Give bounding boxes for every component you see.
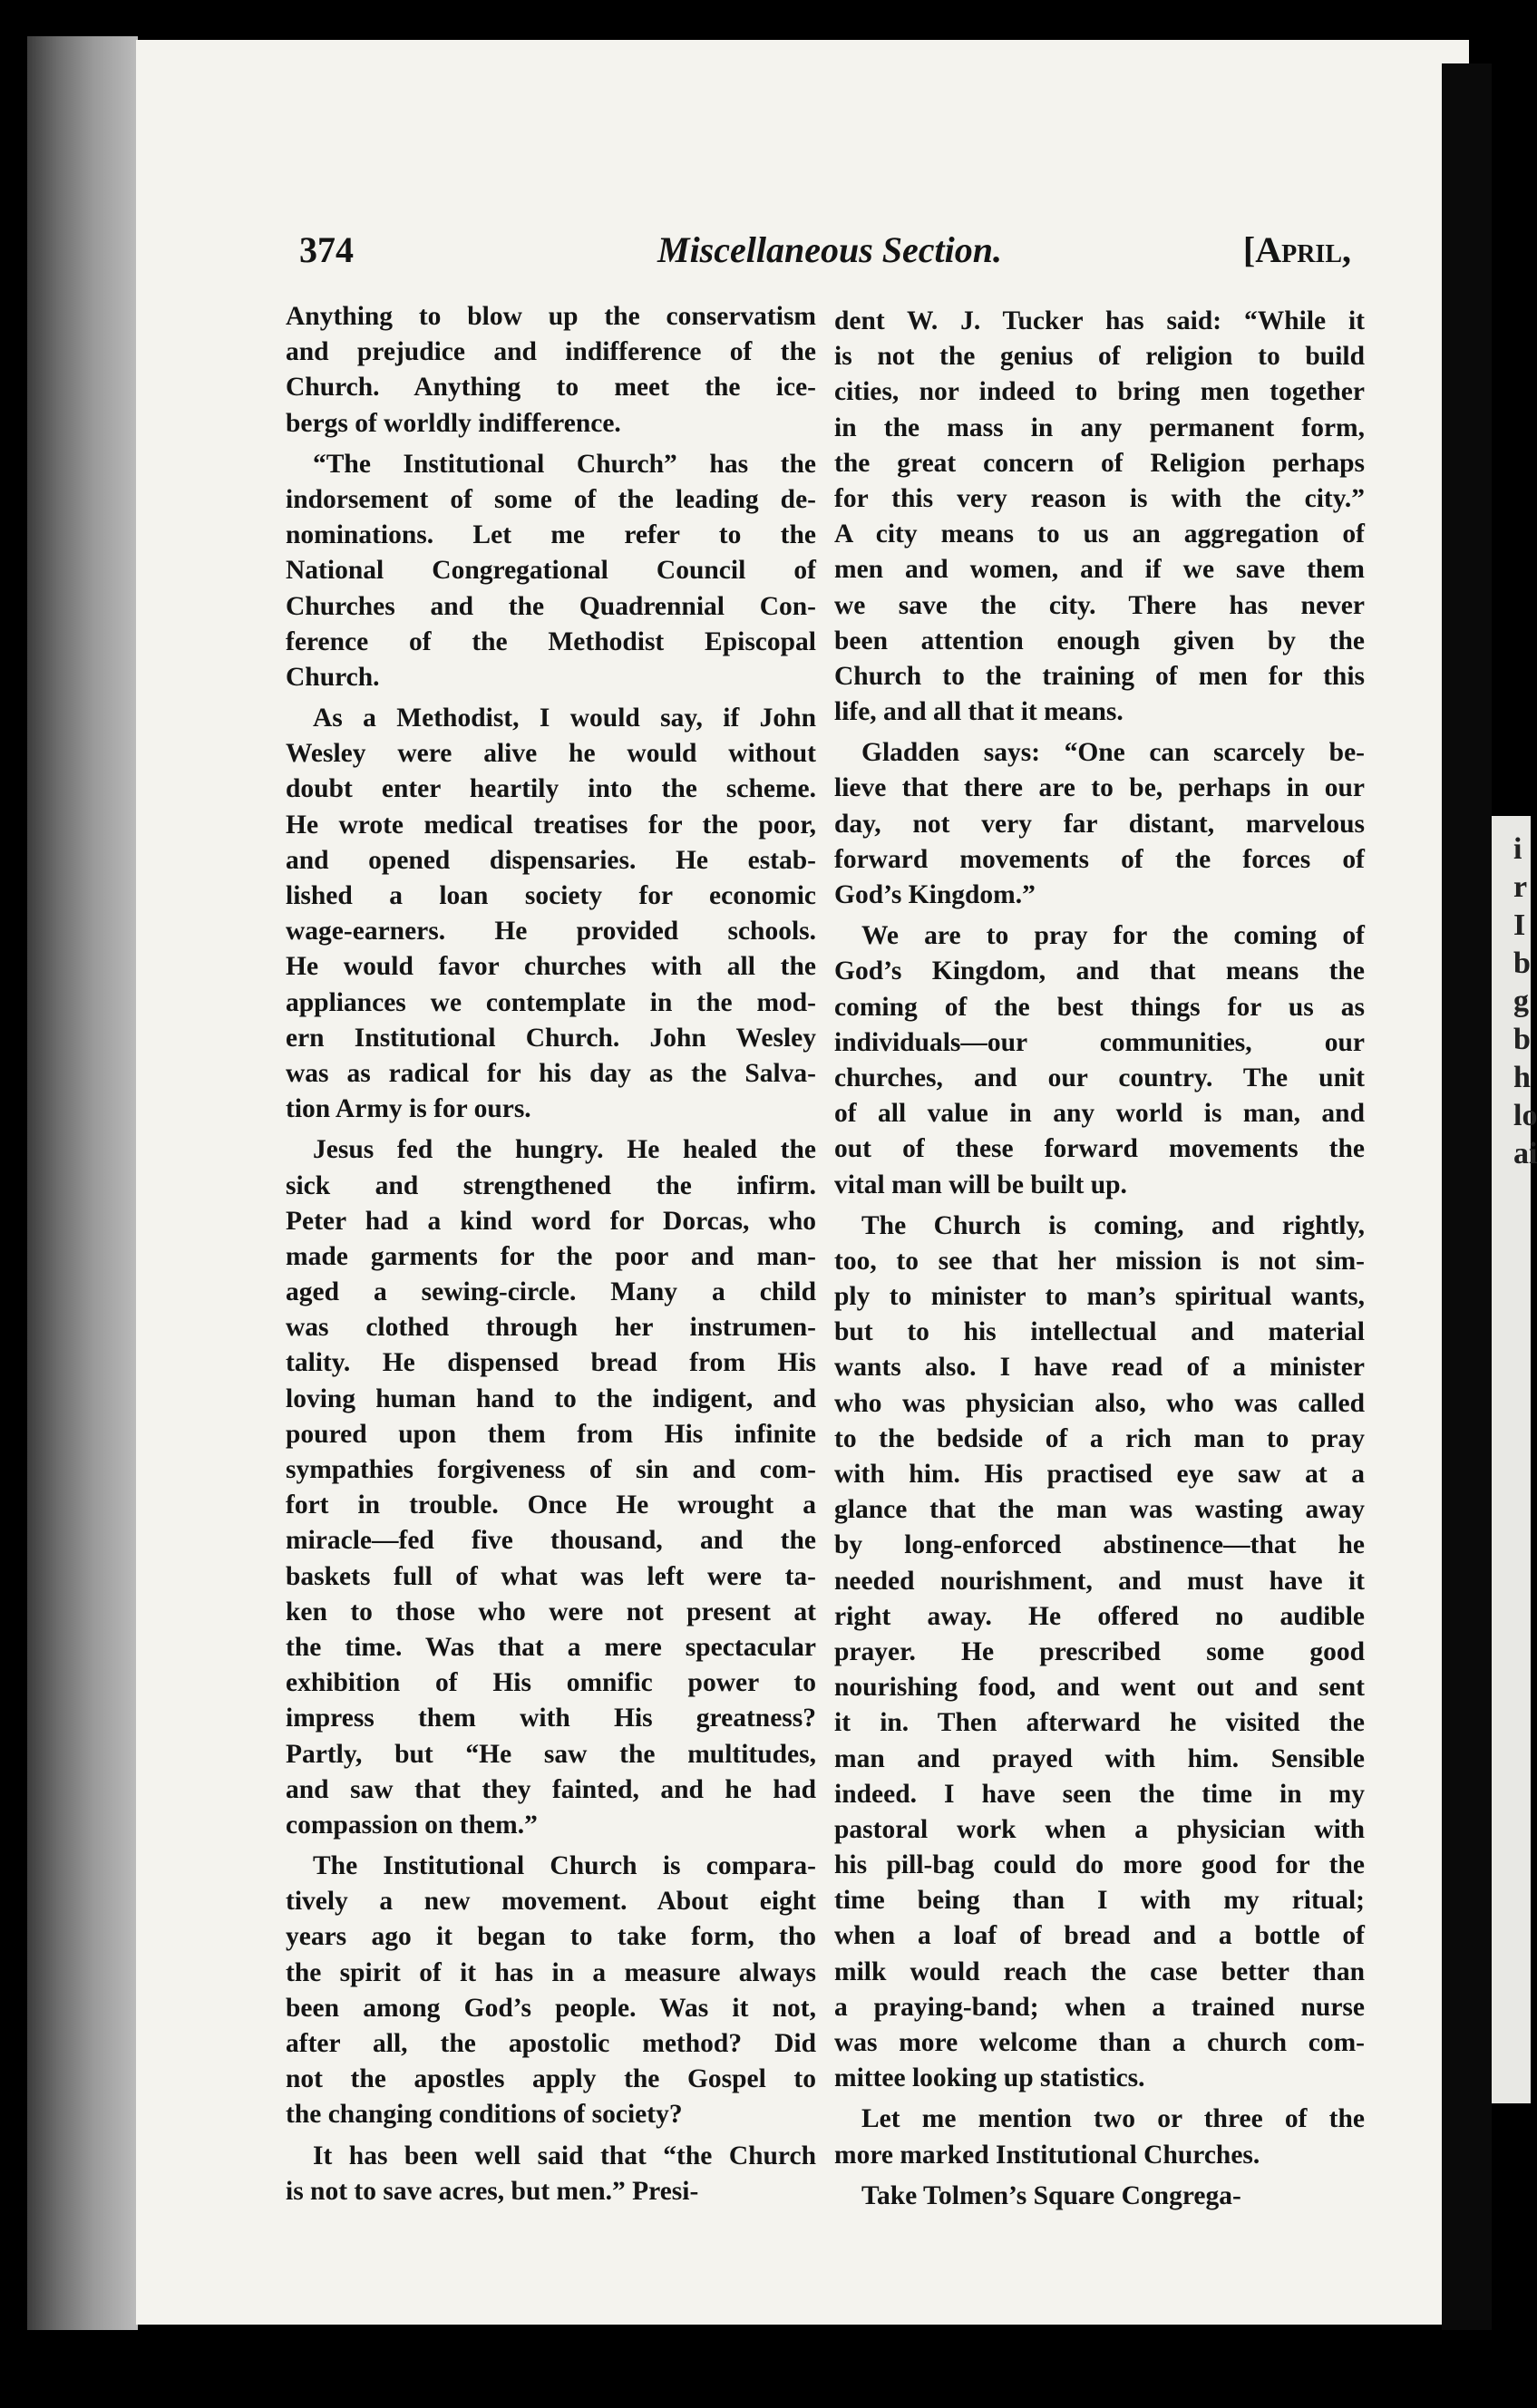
text-line: and prejudice and indifference of the — [286, 337, 816, 367]
text-line: Church to the training of men for this — [834, 661, 1365, 691]
text-line: is not the genius of religion to build — [834, 342, 1365, 372]
text-line: was clothed through her instrumen- — [286, 1313, 816, 1343]
text-line: for this very reason is with the city.” — [834, 483, 1365, 513]
edge-text-fragment: i — [1513, 832, 1522, 866]
text-line: sick and strengthened the infirm. — [286, 1170, 816, 1200]
text-line: ern Institutional Church. John Wesley — [286, 1023, 816, 1053]
text-line: prayer. He prescribed some good — [834, 1636, 1365, 1666]
text-line: in the mass in any permanent form, — [834, 413, 1365, 442]
text-line: God’s Kingdom, and that means the — [834, 956, 1365, 986]
text-line: National Congregational Council of — [286, 556, 816, 586]
text-line: Take Tolmen’s Square Congrega- — [861, 2180, 1241, 2210]
text-line: right away. He offered no audible — [834, 1601, 1365, 1631]
text-line: A city means to us an aggregation of — [834, 519, 1365, 549]
paragraph — [286, 1849, 816, 2133]
text-line: is not to save acres, but men.” Presi- — [286, 2176, 699, 2206]
page-number: 374 — [299, 229, 354, 270]
text-line: compassion on them.” — [286, 1810, 538, 1840]
text-line: been among God’s people. Was it not, — [286, 1993, 816, 2023]
text-line: Jesus fed the hungry. He healed the — [313, 1135, 816, 1165]
text-line: and opened dispensaries. He estab- — [286, 845, 816, 875]
text-line: life, and all that it means. — [834, 697, 1124, 727]
text-line: time being than I with my ritual; — [834, 1886, 1365, 1916]
running-header — [299, 228, 1351, 283]
edge-text-fragment: b — [1513, 1023, 1531, 1056]
text-line: the changing conditions of society? — [286, 2100, 683, 2130]
text-line: We are to pray for the coming of — [861, 921, 1365, 951]
text-line: made garments for the poor and man- — [286, 1241, 816, 1271]
text-line: lished a loan society for economic — [286, 881, 816, 910]
facing-page-edge — [1492, 816, 1537, 2103]
text-line: but to his intellectual and material — [834, 1317, 1365, 1347]
text-line: not the apostles apply the Gospel to — [286, 2064, 816, 2094]
section-title: Miscellaneous Section. — [657, 229, 1003, 270]
text-line: with him. His practised eye saw at a — [834, 1460, 1365, 1489]
text-line: ference of the Methodist Episcopal — [286, 626, 816, 656]
text-line: He wrote medical treatises for the poor, — [286, 810, 816, 840]
text-line: years ago it began to take form, tho — [286, 1922, 816, 1952]
text-line: fort in trouble. Once He wrought a — [286, 1490, 816, 1520]
header-month: [April, — [1242, 229, 1351, 270]
text-line: God’s Kingdom.” — [834, 880, 1036, 909]
paragraph — [286, 701, 816, 1127]
text-line: the great concern of Religion perhaps — [834, 448, 1365, 478]
text-line: it in. Then afterward he visited the — [834, 1708, 1365, 1738]
text-line: indeed. I have seen the time in my — [834, 1779, 1365, 1809]
text-line: Wesley were alive he would without — [286, 739, 816, 769]
paragraph — [834, 1209, 1365, 2097]
text-line: to the bedside of a rich man to pray — [834, 1423, 1365, 1453]
text-line: Church. — [286, 662, 380, 692]
paragraph — [286, 1132, 816, 1843]
text-line: Anything to blow up the conservatism — [286, 302, 816, 331]
text-line: milk would reach the case better than — [834, 1956, 1365, 1986]
text-line: tality. He dispensed bread from His — [286, 1348, 816, 1378]
text-line: individuals—our communities, our — [834, 1027, 1365, 1057]
text-line: churches, and our country. The unit — [834, 1063, 1365, 1092]
text-line: It has been well said that “the Church — [313, 2141, 816, 2170]
text-line: ken to those who were not present at — [286, 1597, 816, 1626]
text-line: exhibition of His omnific power to — [286, 1668, 816, 1698]
text-line: lieve that there are to be, perhaps in our — [834, 773, 1365, 803]
edge-text-fragment: r — [1513, 870, 1528, 904]
paragraph — [834, 2179, 1365, 2214]
text-line: who was physician also, who was called — [834, 1388, 1365, 1418]
text-line: we save the city. There has never — [834, 590, 1365, 620]
text-line: tion Army is for ours. — [286, 1094, 531, 1124]
text-line: tively a new movement. About eight — [286, 1887, 816, 1917]
right-column — [834, 304, 1365, 2219]
text-line: day, not very far distant, marvelous — [834, 809, 1365, 839]
text-line: forward movements of the forces of — [834, 844, 1365, 874]
paragraph — [834, 304, 1365, 730]
text-line: doubt enter heartily into the scheme. — [286, 774, 816, 804]
text-line: nominations. Let me refer to the — [286, 520, 816, 550]
text-line: Gladden says: “One can scarcely be- — [861, 738, 1365, 768]
text-line: Let me mention two or three of the — [861, 2104, 1365, 2134]
text-line: more marked Institutional Churches. — [834, 2140, 1260, 2170]
text-line: pastoral work when a physician with — [834, 1814, 1365, 1844]
text-line: by long-enforced abstinence—that he — [834, 1530, 1365, 1560]
paragraph — [286, 447, 816, 695]
text-line: needed nourishment, and must have it — [834, 1566, 1365, 1596]
text-line: Partly, but “He saw the multitudes, — [286, 1739, 816, 1769]
text-line: when a loaf of bread and a bottle of — [834, 1921, 1365, 1951]
edge-text-fragment: I — [1513, 908, 1526, 942]
text-line: wants also. I have read of a minister — [834, 1353, 1365, 1383]
text-line: loving human hand to the indigent, and — [286, 1384, 816, 1413]
text-line: indorsement of some of the leading de- — [286, 484, 816, 514]
text-line: ply to minister to man’s spiritual wants, — [834, 1282, 1365, 1312]
text-line: bergs of worldly indifference. — [286, 408, 621, 438]
left-column — [286, 299, 816, 2215]
text-line: dent W. J. Tucker has said: “While it — [834, 306, 1365, 335]
text-line: appliances we contemplate in the mod- — [286, 987, 816, 1017]
text-line: been attention enough given by the — [834, 626, 1365, 655]
text-line: nourishing food, and went out and sent — [834, 1673, 1365, 1703]
text-line: sympathies forgiveness of sin and com- — [286, 1455, 816, 1484]
text-line: too, to see that her mission is not sim- — [834, 1246, 1365, 1276]
edge-text-fragment: g — [1513, 985, 1529, 1018]
text-line: Church. Anything to meet the ice- — [286, 373, 816, 403]
text-line: the spirit of it has in a measure always — [286, 1957, 816, 1987]
text-line: The Institutional Church is compara- — [313, 1851, 816, 1881]
text-line: men and women, and if we save them — [834, 555, 1365, 585]
text-line: mittee looking up statistics. — [834, 2063, 1145, 2093]
text-line: poured upon them from His infinite — [286, 1419, 816, 1449]
text-line: a praying-band; when a trained nurse — [834, 1992, 1365, 2022]
text-line: and saw that they fainted, and he had — [286, 1774, 816, 1804]
paragraph — [834, 918, 1365, 1203]
text-line: miracle—fed five thousand, and the — [286, 1526, 816, 1556]
edge-text-fragment: lo — [1513, 1099, 1537, 1132]
text-line: He would favor churches with all the — [286, 952, 816, 982]
paragraph — [834, 735, 1365, 913]
text-line: vital man will be built up. — [834, 1170, 1127, 1199]
text-line: his pill-bag could do more good for the — [834, 1850, 1365, 1880]
text-line: glance that the man was wasting away — [834, 1495, 1365, 1525]
edge-text-fragment: ai — [1513, 1137, 1537, 1170]
text-line: was as radical for his day as the Salva- — [286, 1058, 816, 1088]
paragraph — [286, 299, 816, 442]
text-line: of all value in any world is man, and — [834, 1099, 1365, 1129]
text-line: coming of the best things for us as — [834, 992, 1365, 1022]
page-gutter-shadow — [27, 36, 138, 2330]
text-line: The Church is coming, and rightly, — [861, 1210, 1365, 1240]
text-line: baskets full of what was left were ta- — [286, 1561, 816, 1591]
text-line: As a Methodist, I would say, if John — [313, 704, 816, 733]
edge-text-fragment: h — [1513, 1061, 1531, 1094]
text-line: aged a sewing-circle. Many a child — [286, 1277, 816, 1307]
text-line: wage-earners. He provided schools. — [286, 917, 816, 947]
text-line: Churches and the Quadrennial Con- — [286, 591, 816, 621]
text-line: man and prayed with him. Sensible — [834, 1743, 1365, 1773]
text-line: Peter had a kind word for Dorcas, who — [286, 1206, 816, 1236]
text-line: “The Institutional Church” has the — [313, 449, 816, 479]
paragraph — [834, 2102, 1365, 2172]
paragraph — [286, 2139, 816, 2209]
edge-text-fragment: b — [1513, 947, 1531, 980]
text-line: the time. Was that a mere spectacular — [286, 1632, 816, 1662]
text-line: impress them with His greatness? — [286, 1704, 816, 1733]
text-line: was more welcome than a church com- — [834, 2028, 1365, 2057]
book-spine-shadow — [1442, 63, 1492, 2330]
text-line: cities, nor indeed to bring men together — [834, 377, 1365, 407]
text-line: after all, the apostolic method? Did — [286, 2029, 816, 2058]
text-line: out of these forward movements the — [834, 1134, 1365, 1164]
